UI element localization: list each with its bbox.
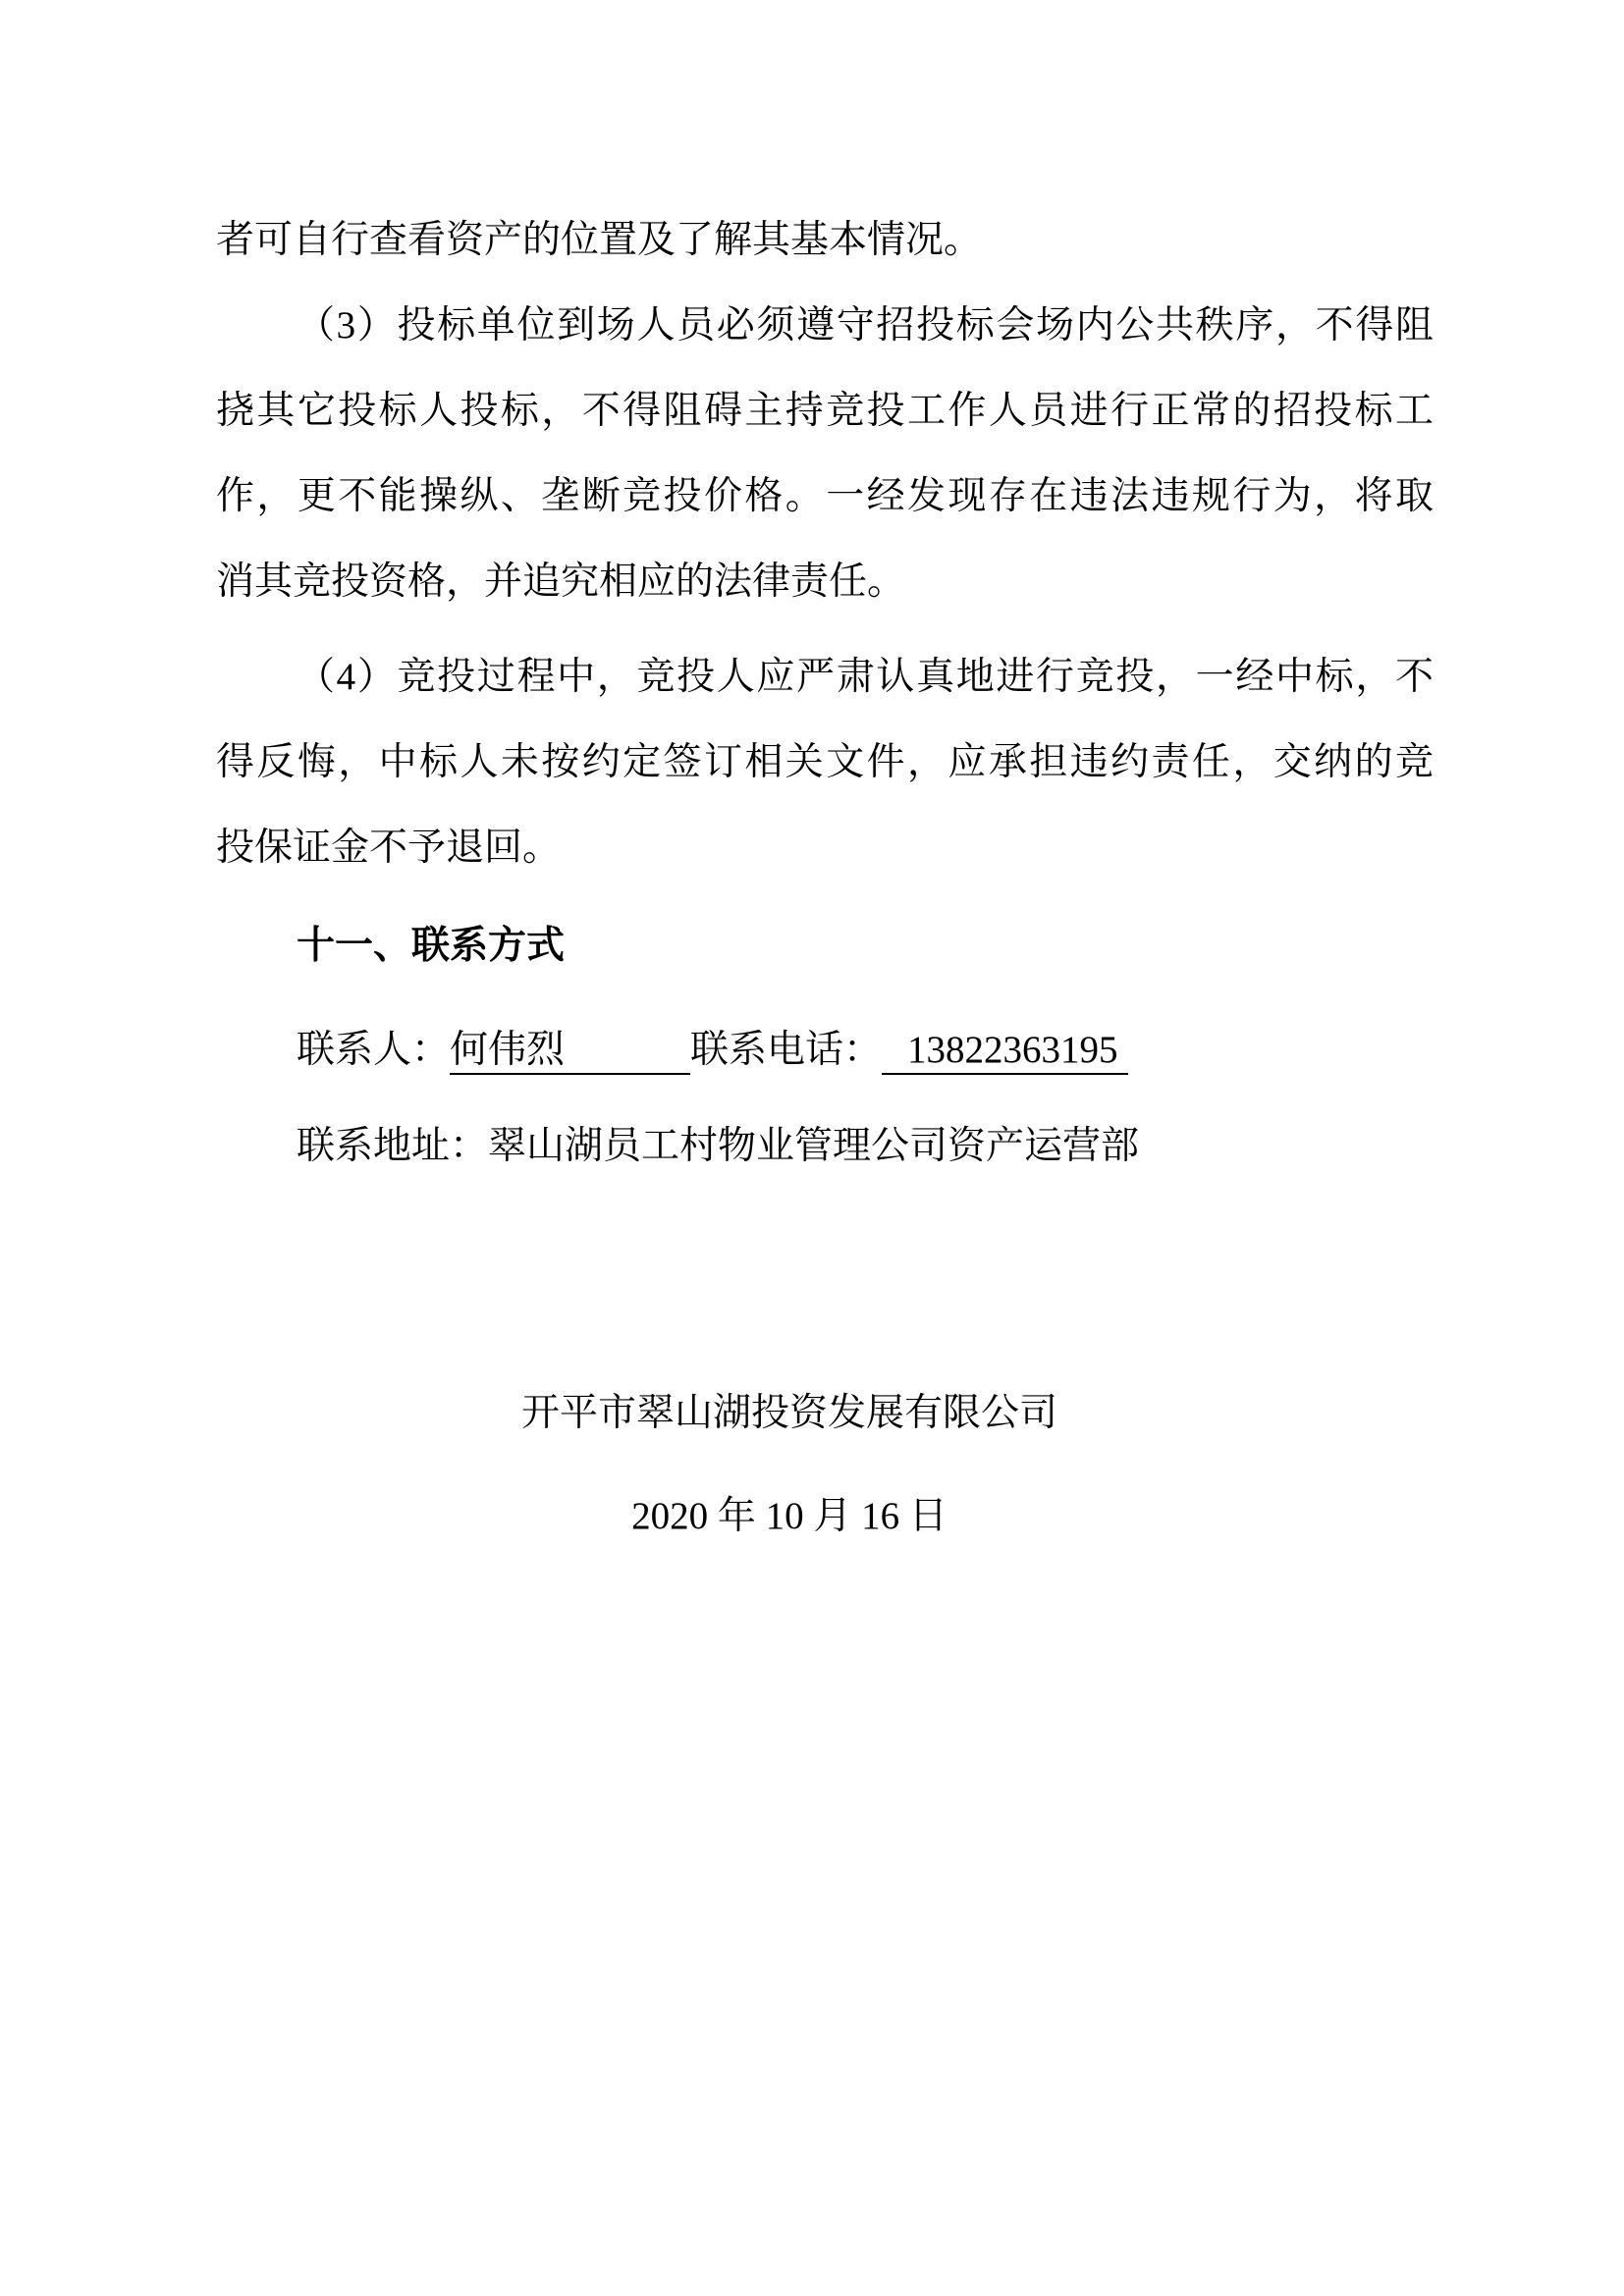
para3-line-4: 消其竞投资格，并追究相应的法律责任。 <box>216 561 906 603</box>
contact-address-value: 翠山湖员工村物业管理公司资产运营部 <box>488 1125 1140 1167</box>
para4-line-1: （4）竞投过程中，竞投人应严肃认真地进行竞投，一经中标，不 <box>297 656 1434 698</box>
contact-line <box>216 1007 1434 1093</box>
address-line <box>216 1103 1434 1189</box>
signature-date: 2020 年 10 月 16 日 <box>631 1495 947 1537</box>
section-heading: 十一、联系方式 <box>297 925 566 967</box>
contact-phone-number: 13822363195 <box>882 1029 1128 1075</box>
contact-address-label: 联系地址： <box>297 1125 489 1167</box>
para3-line-2: 挠其它投标人投标，不得阻碍主持竞投工作人员进行正常的招投标工 <box>216 390 1434 432</box>
contact-person-label: 联系人： <box>297 1029 451 1071</box>
contact-person-name: 何伟烈 <box>450 1029 690 1075</box>
signature-block <box>216 1370 1434 1559</box>
continuation-line: 者可自行查看资产的位置及了解其基本情况。 <box>216 219 983 261</box>
paragraph-3 <box>216 283 1434 624</box>
signature-company-name: 开平市翠山湖投资发展有限公司 <box>520 1392 1057 1434</box>
para3-line-3: 作，更不能操纵、垄断竞投价格。一经发现存在违法违规行为，将取 <box>216 475 1434 517</box>
para4-line-2: 得反悔，中标人未按约定签订相关文件，应承担违约责任，交纳的竞 <box>216 741 1434 783</box>
para3-line-1: （3）投标单位到场人员必须遵守招投标会场内公共秩序，不得阻 <box>297 304 1434 347</box>
contact-phone-label: 联系电话： <box>690 1029 883 1071</box>
paragraph-4 <box>216 634 1434 890</box>
para4-line-3: 投保证金不予退回。 <box>216 827 562 869</box>
